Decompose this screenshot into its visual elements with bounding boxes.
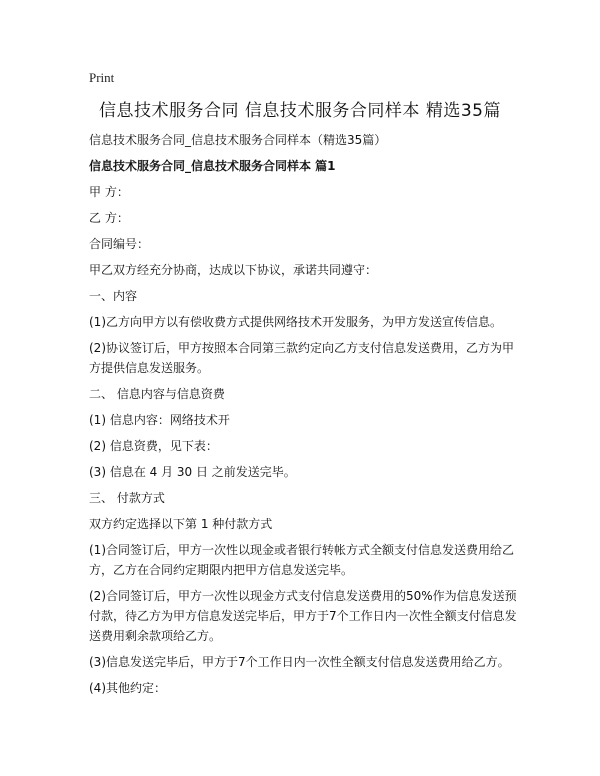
- agreement-intro: 甲乙双方经充分协商，达成以下协议，承诺共同遵守：: [89, 263, 378, 277]
- party-b-line: 乙 方：: [89, 211, 129, 225]
- clause-heading-payment: 三、 付款方式: [89, 491, 165, 505]
- party-a-line: 甲 方：: [89, 185, 129, 199]
- clause-paragraph: (2)协议签订后，甲方按照本合同第三款约定向乙方支付信息发送费用，乙方为甲方提供信息发送服务。: [89, 341, 515, 375]
- clause-paragraph: (2)合同签订后，甲方一次性以现金方式支付信息发送费用的50%作为信息发送预付款，待乙方为甲方信息发送完毕后，甲方于7个工作日内一次性全额支付信息发送费用剩余款项给乙方。: [89, 589, 517, 643]
- clause-paragraph: (1)合同签订后，甲方一次性以现金或者银行转帐方式全额支付信息发送费用给乙方，乙方在合同约定期限内把甲方信息发送完毕。: [89, 543, 515, 577]
- clause-paragraph: (1)乙方向甲方以有偿收费方式提供网络技术开发服务，为甲方发送宣传信息。: [89, 315, 503, 329]
- document-body: [89, 130, 519, 704]
- contract-number-line: 合同编号：: [89, 237, 150, 251]
- clause-paragraph: (2) 信息资费，见下表：: [89, 439, 218, 453]
- section-heading: 信息技术服务合同_信息技术服务合同样本 篇1: [89, 159, 336, 173]
- print-label: Print: [89, 70, 115, 85]
- clause-paragraph: (4)其他约定：: [89, 681, 166, 695]
- page-title: 信息技术服务合同 信息技术服务合同样本 精选35篇: [99, 101, 501, 121]
- clause-paragraph: (3)信息发送完毕后，甲方于7个工作日内一次性全额支付信息发送费用给乙方。: [89, 655, 510, 669]
- clause-heading-info: 二、 信息内容与信息资费: [89, 387, 225, 401]
- subtitle-paragraph: 信息技术服务合同_信息技术服务合同样本（精选35篇）: [89, 133, 387, 147]
- clause-paragraph: (3) 信息在 4 月 30 日 之前发送完毕。: [89, 465, 296, 479]
- clause-paragraph: 双方约定选择以下第 1 种付款方式: [89, 517, 273, 531]
- clause-heading-content: 一、内容: [89, 289, 138, 303]
- clause-paragraph: (1) 信息内容：网络技术开: [89, 413, 230, 427]
